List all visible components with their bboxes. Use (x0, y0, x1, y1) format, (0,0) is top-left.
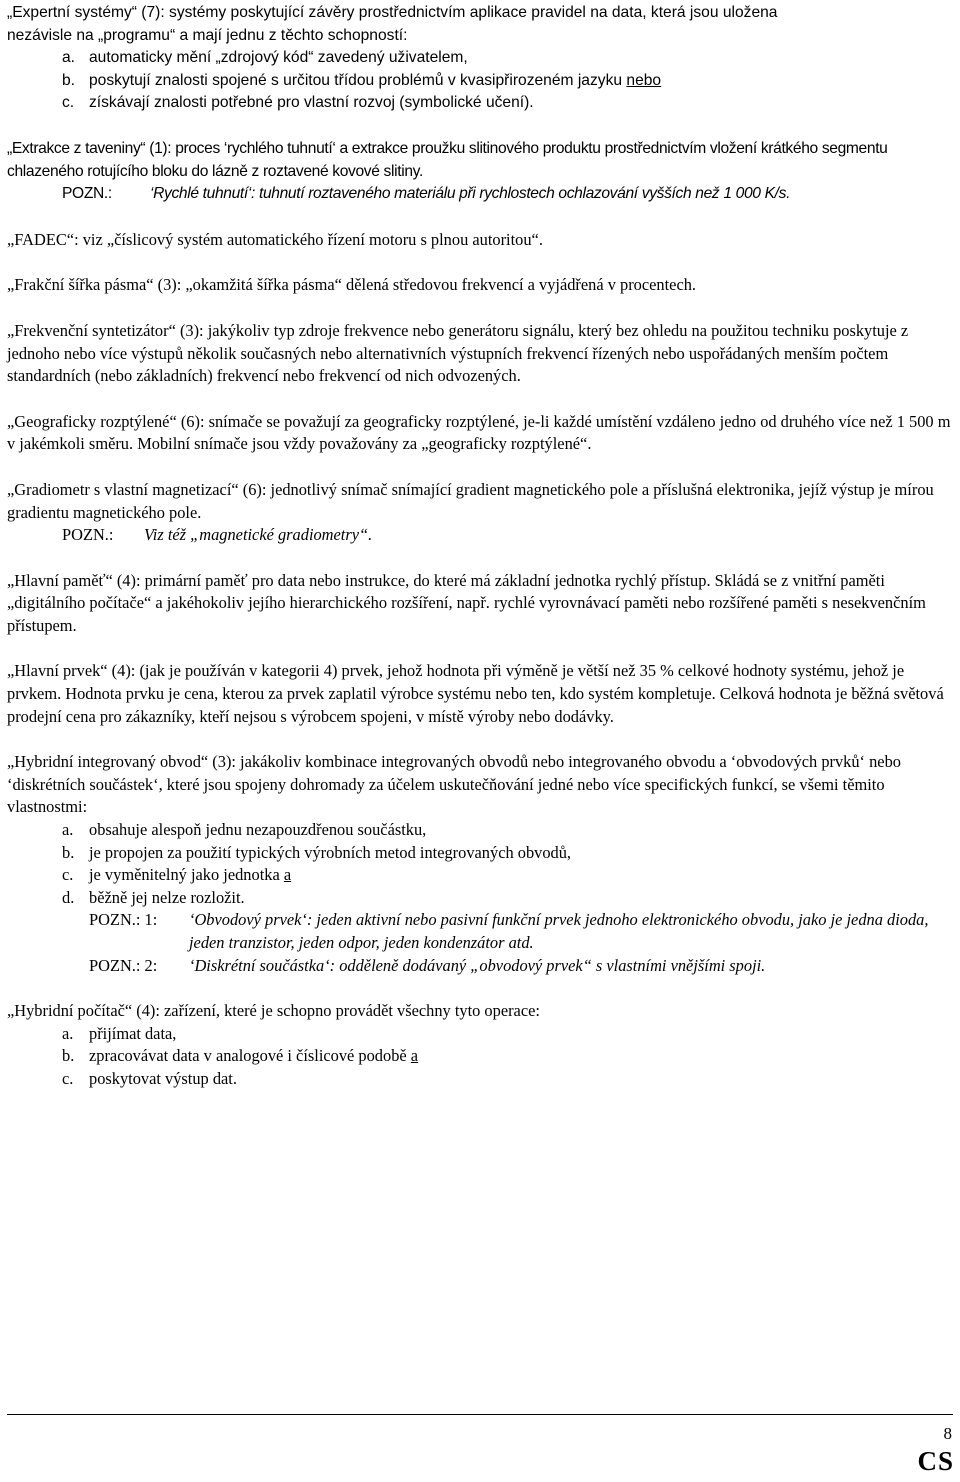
list-label: c. (62, 865, 74, 885)
list-item (7, 1023, 953, 1046)
note-text: Viz též „magnetické gradiometry“. (144, 525, 373, 545)
definition-text: „Extrakce z taveniny“ (1): proces ‘rychlého tuhnutí‘ a extrakce proužku slitinového produktu prostřednictvím vložení krátkého segmentu chlazeného rotujícího bloku do lázně z roztavené kovové slitiny. (7, 139, 888, 180)
definition-text: „Hlavní prvek“ (4): (jak je používán v kategorii 4) prvek, jehož hodnota při výměně je větší než 35 % celkové hodnoty systému, jehož je prvkem. Hodnota prvku je cena, kterou za prvek zaplatil výrobce systému nebo ten, kdo systém kompletuje. Celková hodnota je běžná světová prodejní cena pro zákazníky, kteří nejsou s výrobcem spojeni, v místě výroby nebo dodávky. (7, 661, 944, 726)
definition-text: „Hlavní paměť“ (4): primární paměť pro data nebo instrukce, do které má základní jednotka rychlý přístup. Skládá se z vnitřní paměti „digitálního počítače“ a jakéhokoliv jejího hierarchického rozšíření, např. rychlé vyrovnávací paměti nebo rozšířené paměti s nesekvenčním přístupem. (7, 570, 926, 635)
list-text: automaticky mění „zdrojový kód“ zavedený uživatelem, (89, 49, 468, 67)
definition-expert-systems (7, 2, 953, 115)
list-label: a. (62, 820, 74, 840)
definition-text: „Geograficky rozptýlené“ (6): snímače se považují za geograficky rozptýlené, je-li každé umístění vzdáleno jedno od druhého více než 1 500 m v jakémkoli směru. Mobilní snímače jsou vždy považovány za „geograficky rozptýlené“. (7, 411, 951, 454)
definition-main-memory (7, 570, 953, 638)
definition-text: „Frekvenční syntetizátor“ (3): jakýkoliv typ zdroje frekvence nebo generátoru signálu, který bez ohledu na použitou techniku poskytuje z jednoho nebo více výstupů několik současných nebo alternativních výstupních frekvencí řízených nebo uspořádaných menším počtem standardních (nebo základních) frekvencí nebo frekvencí od nich odvozených. (7, 320, 909, 386)
note-text: ‘Diskrétní součástka‘: odděleně dodávaný „obvodový prvek“ s vlastními vnějšími spoji. (189, 955, 766, 975)
list-text: poskytovat výstup dat. (89, 1068, 237, 1088)
definition-text: „Expertní systémy“ (7): systémy poskytující závěry prostřednictvím aplikace pravidel na data, která jsou uložena (7, 4, 778, 21)
list-text: je propojen za použití typických výrobních metod integrovaných obvodů, (89, 842, 572, 862)
list-label: c. (62, 1068, 74, 1088)
list-text: běžně jej nelze rozložit. (89, 887, 245, 907)
list-label: a. (62, 49, 76, 67)
note-label: POZN.: 2: (89, 955, 158, 975)
list-text: zpracovávat data v analogové i číslicové podobě (89, 1046, 407, 1066)
list-label: c. (62, 94, 75, 112)
list-text: získávají znalosti potřebné pro vlastní rozvoj (symbolické učení). (89, 94, 534, 112)
list-label: b. (62, 1046, 75, 1066)
definition-hybrid-integrated-circuit (7, 751, 953, 977)
list-label: b. (62, 71, 76, 89)
list-tail: nebo (626, 71, 662, 89)
list-item (7, 92, 953, 115)
list-label: d. (62, 887, 75, 907)
list-item (7, 70, 953, 93)
definition-hybrid-computer (7, 1000, 953, 1090)
definition-frequency-synthesizer (7, 320, 953, 388)
list-item (7, 842, 953, 865)
definition-geographically-dispersed (7, 411, 953, 456)
list-text: obsahuje alespoň jednu nezapouzdřenou součástku, (89, 820, 427, 840)
note-label: POZN.: (62, 185, 112, 203)
note (7, 909, 953, 954)
note-text: ‘Obvodový prvek‘: jeden aktivní nebo pasivní funkční prvek jednoho elektronického obvodu, jako je jedna dioda, jeden tranzistor, jeden odpor, jeden kondenzátor atd. (189, 910, 929, 952)
definition-text: „Gradiometr s vlastní magnetizací“ (6): jednotlivý snímač snímající gradient magnetického pole a příslušná elektronika, jejíž výstup je mírou gradientu magnetického pole. (7, 479, 934, 522)
list-text: poskytují znalosti spojené s určitou třídou problémů v kvasipřirozeném jazyku (89, 71, 623, 89)
list-item (7, 819, 953, 842)
list-tail: a (410, 1046, 419, 1066)
list-item (7, 1045, 953, 1068)
page-number: 8 (943, 1424, 952, 1443)
definition-melt-extraction (7, 138, 953, 206)
definition-text: „Hybridní integrovaný obvod“ (3): jakákoliv kombinace integrovaných obvodů nebo integrovaného obvodu a ‘obvodových prvků‘ nebo ‘diskrétních součástek‘, které jsou spojeny dohromady za účelem uskutečňování jedné nebo více specifických funkcí, se všemi těmito vlastnostmi: (7, 752, 901, 817)
list-text: je vyměnitelný jako jednotka (89, 865, 280, 885)
list-item (7, 887, 953, 910)
definition-text: „FADEC“: viz „číslicový systém automatického řízení motoru s plnou autoritou“. (7, 229, 543, 249)
definition-text: nezávisle na „programu“ a mají jednu z těchto schopností: (7, 26, 408, 44)
list-label: b. (62, 842, 75, 862)
definition-gradiometer (7, 479, 953, 547)
definition-text: „Hybridní počítač“ (4): zařízení, které je schopno provádět všechny tyto operace: (7, 1001, 540, 1021)
language-code: CS (917, 1446, 954, 1476)
definition-text: „Frakční šířka pásma“ (3): „okamžitá šířka pásma“ dělená středovou frekvencí a vyjádřená v procentech. (7, 275, 697, 295)
note-label: POZN.: (62, 525, 114, 545)
list-item (7, 1068, 953, 1091)
list-label: a. (62, 1023, 74, 1043)
list-text: přijímat data, (89, 1023, 177, 1043)
note (7, 524, 953, 547)
definition-fadec (7, 229, 953, 252)
list-item (7, 864, 953, 887)
note (7, 183, 953, 206)
note (7, 955, 953, 978)
document-body (7, 2, 953, 1114)
footer-divider (7, 1414, 953, 1415)
definition-fractional-bandwidth (7, 274, 953, 297)
note-text: ‘Rychlé tuhnutí‘: tuhnutí roztaveného materiálu při rychlostech ochlazování vyšších než 1 000 K/s. (150, 185, 791, 203)
list-tail: a (283, 865, 292, 885)
definition-main-element (7, 660, 953, 728)
note-label: POZN.: 1: (89, 910, 158, 930)
list-item (7, 47, 953, 70)
